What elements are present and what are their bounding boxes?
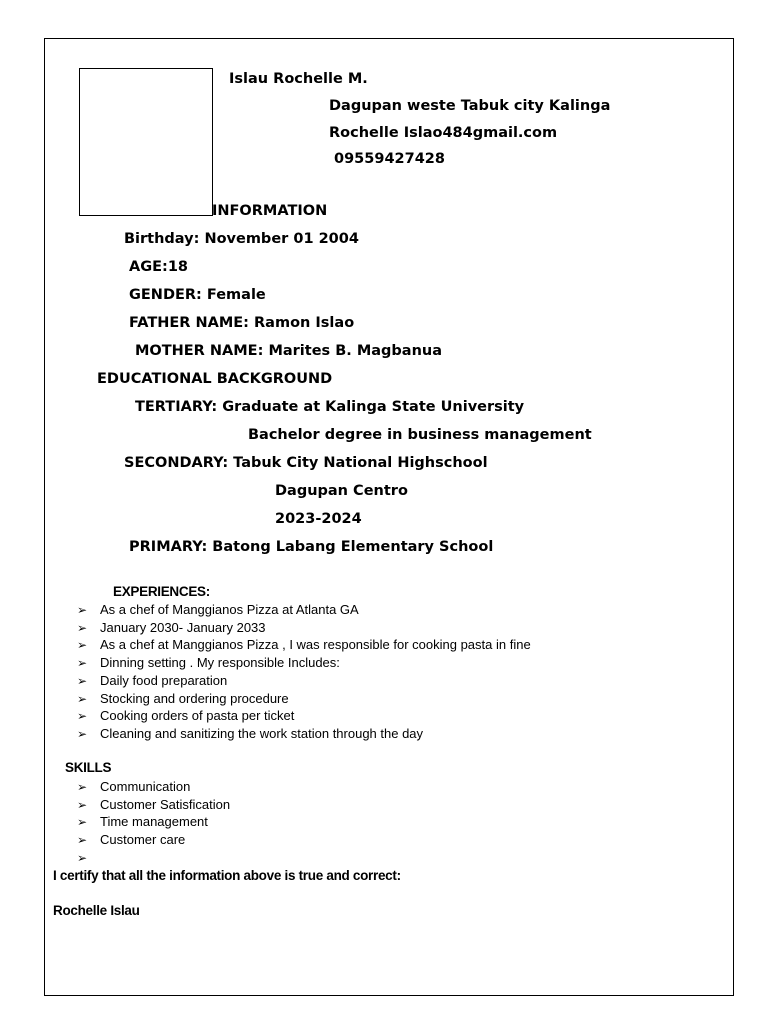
signature-name: Rochelle Islau — [53, 903, 140, 918]
photo-placeholder — [79, 68, 213, 216]
bullet-arrow-icon: ➢ — [77, 603, 88, 617]
tertiary-degree: Bachelor degree in business management — [248, 427, 592, 443]
primary: PRIMARY: Batong Labang Elementary School — [129, 539, 494, 555]
list-item: As a chef of Manggianos Pizza at Atlanta GA — [100, 602, 359, 617]
secondary-location: Dagupan Centro — [275, 483, 408, 499]
bullet-arrow-icon: ➢ — [77, 673, 88, 688]
bullet-arrow-icon: ➢ — [77, 833, 88, 848]
list-item: As a chef at Manggianos Pizza , I was responsible for cooking pasta in fine — [100, 637, 531, 653]
experiences-heading: EXPERIENCES: — [113, 584, 210, 599]
bullet-arrow-icon: ➢ — [77, 850, 88, 865]
applicant-name: Islau Rochelle M. — [229, 71, 368, 87]
age: AGE:18 — [129, 259, 189, 275]
bullet-arrow-icon: ➢ — [77, 797, 88, 812]
address: Dagupan weste Tabuk city Kalinga — [329, 98, 611, 114]
list-item: Cooking orders of pasta per ticket — [100, 708, 295, 724]
list-item: Customer Satisfication — [100, 796, 231, 812]
bullet-arrow-icon: ➢ — [77, 815, 88, 830]
bullet-arrow-icon: ➢ — [77, 780, 88, 794]
skills-heading: SKILLS — [65, 760, 112, 775]
bullet-arrow-icon: ➢ — [77, 620, 88, 635]
phone: 09559427428 — [334, 151, 445, 167]
list-item: Communication — [100, 779, 191, 794]
gender: GENDER: Female — [129, 287, 266, 303]
list-item: Stocking and ordering procedure — [100, 690, 289, 706]
certification-statement: I certify that all the information above is true and correct: — [53, 868, 401, 883]
list-item: Daily food preparation — [100, 672, 228, 688]
bullet-arrow-icon: ➢ — [77, 638, 88, 653]
tertiary: TERTIARY: Graduate at Kalinga State University — [135, 399, 525, 415]
bullet-arrow-icon: ➢ — [77, 726, 88, 741]
father-name: FATHER NAME: Ramon Islao — [129, 315, 355, 331]
bullet-arrow-icon: ➢ — [77, 691, 88, 706]
bullet-arrow-icon: ➢ — [77, 709, 88, 724]
mother-name: MOTHER NAME: Marites B. Magbanua — [135, 343, 443, 359]
secondary: SECONDARY: Tabuk City National Highschool — [124, 455, 488, 471]
birthday: Birthday: November 01 2004 — [124, 231, 359, 247]
list-item: January 2030- January 2033 — [100, 619, 266, 635]
email: Rochelle Islao484gmail.com — [329, 125, 558, 141]
secondary-year: 2023-2024 — [275, 511, 362, 527]
list-item: Time management — [100, 814, 208, 830]
list-item: Dinning setting . My responsible Includes: — [100, 655, 340, 671]
bullet-arrow-icon: ➢ — [77, 656, 88, 671]
information-heading: INFORMATION — [212, 203, 328, 219]
list-item: Customer care — [100, 832, 186, 848]
education-heading: EDUCATIONAL BACKGROUND — [97, 371, 333, 387]
list-item: Cleaning and sanitizing the work station through the day — [100, 725, 424, 741]
